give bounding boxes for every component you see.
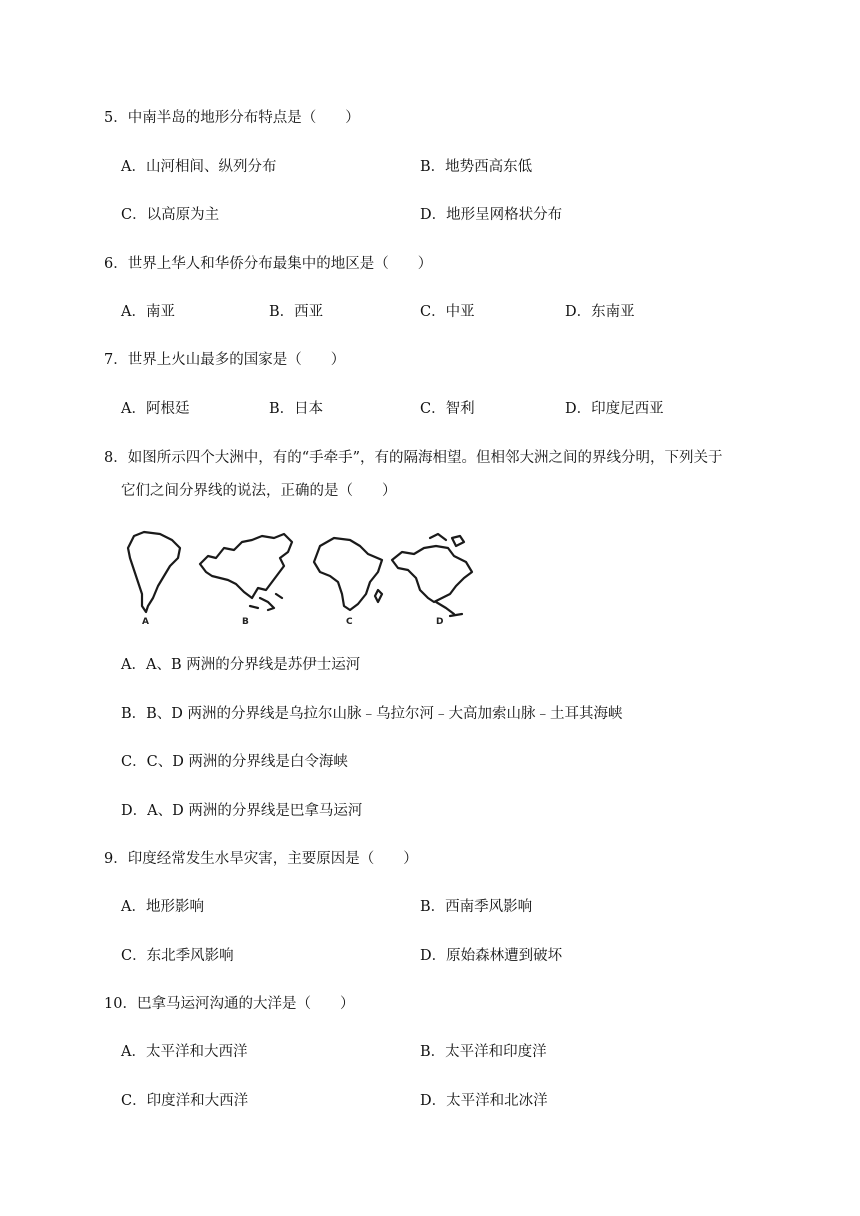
eurasia-outline	[200, 534, 292, 598]
question-5-option-a[interactable]: A．山河相间、纵列分布	[121, 159, 277, 175]
figure-label-d: D	[436, 617, 444, 627]
question-9-stem: 9．印度经常发生水旱灾害，主要原因是（ ）	[104, 851, 418, 867]
figure-label-a: A	[142, 617, 149, 627]
question-5-option-b[interactable]: B．地势西高东低	[420, 159, 533, 175]
question-8-stem-line-2: 它们之间分界线的说法，正确的是（ ）	[121, 483, 397, 499]
question-7-option-d[interactable]: D．印度尼西亚	[565, 401, 664, 417]
continents-figure	[120, 528, 480, 628]
question-8-option-c[interactable]: C．C、D 两洲的分界线是白令海峡	[121, 754, 348, 770]
question-7-option-a[interactable]: A．阿根廷	[121, 401, 190, 417]
question-6-stem: 6．世界上华人和华侨分布最集中的地区是（ ）	[104, 256, 433, 272]
question-5-stem: 5．中南半岛的地形分布特点是（ ）	[104, 110, 360, 126]
question-6-option-c[interactable]: C．中亚	[420, 304, 475, 320]
figure-label-b: B	[242, 617, 249, 627]
question-9-option-c[interactable]: C．东北季风影响	[121, 948, 234, 964]
south-america-outline	[128, 532, 180, 612]
africa-outline	[314, 538, 382, 610]
central-america-outline	[436, 602, 462, 616]
question-6-option-d[interactable]: D．东南亚	[565, 304, 635, 320]
question-7-stem: 7．世界上火山最多的国家是（ ）	[104, 352, 346, 368]
question-10-stem: 10．巴拿马运河沟通的大洋是（ ）	[104, 996, 355, 1012]
figure-label-c: C	[346, 617, 353, 627]
question-5-option-d[interactable]: D．地形呈网格状分布	[420, 207, 563, 223]
question-6-option-a[interactable]: A．南亚	[121, 304, 175, 320]
question-9-option-b[interactable]: B．西南季风影响	[420, 899, 533, 915]
question-7-option-c[interactable]: C．智利	[420, 401, 475, 417]
question-9-option-a[interactable]: A．地形影响	[121, 899, 204, 915]
north-america-outline	[392, 546, 472, 602]
question-8-option-d[interactable]: D．A、D 两洲的分界线是巴拿马运河	[121, 803, 363, 819]
question-8-stem-line-1: 8．如图所示四个大洲中，有的“手牵手”，有的隔海相望。但相邻大洲之间的界线分明，下列关于	[104, 450, 723, 466]
question-8-option-b[interactable]: B．B、D 两洲的分界线是乌拉尔山脉﹣乌拉尔河﹣大高加索山脉﹣土耳其海峡	[121, 706, 623, 722]
question-6-option-b[interactable]: B．西亚	[269, 304, 324, 320]
question-10-option-c[interactable]: C．印度洋和大西洋	[121, 1093, 249, 1109]
islands-outline	[250, 594, 282, 610]
question-7-option-b[interactable]: B．日本	[269, 401, 324, 417]
question-5-option-c[interactable]: C．以高原为主	[121, 207, 220, 223]
question-9-option-d[interactable]: D．原始森林遭到破坏	[420, 948, 563, 964]
arctic-islands-outline	[430, 534, 464, 546]
question-10-option-b[interactable]: B．太平洋和印度洋	[420, 1044, 547, 1060]
question-10-option-a[interactable]: A．太平洋和大西洋	[121, 1044, 248, 1060]
madagascar-outline	[375, 590, 382, 602]
question-8-option-a[interactable]: A．A、B 两洲的分界线是苏伊士运河	[121, 657, 361, 673]
question-10-option-d[interactable]: D．太平洋和北冰洋	[420, 1093, 548, 1109]
